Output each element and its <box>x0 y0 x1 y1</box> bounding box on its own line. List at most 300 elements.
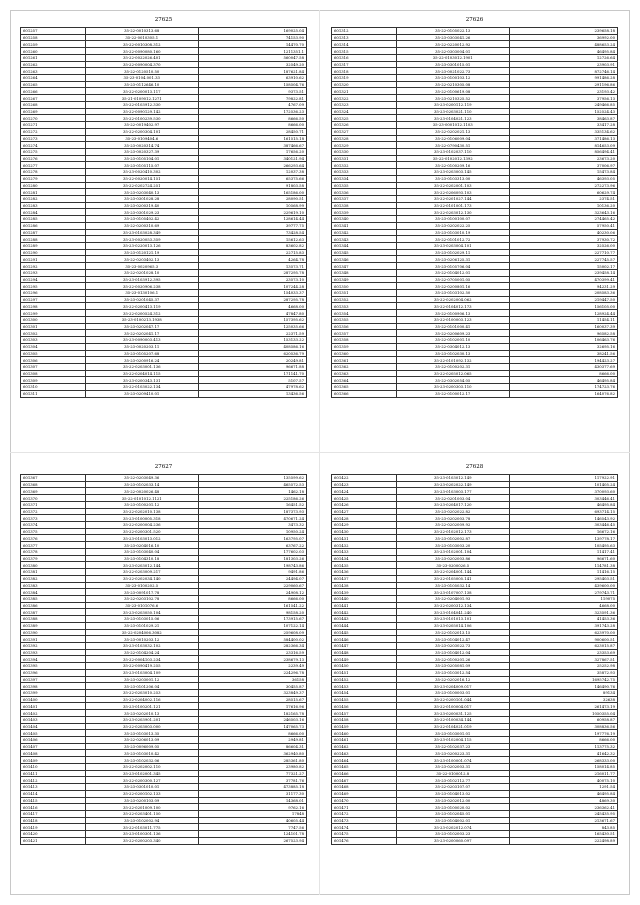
row-id-cell: 601258 <box>21 34 86 41</box>
parcel-code-cell: 35-23-0200103.09 <box>85 797 198 804</box>
parcel-code-cell: 35-23-0103313.00 <box>396 175 509 182</box>
row-id-cell: 601467 <box>332 777 397 784</box>
table-row <box>21 128 307 135</box>
amount-cell: 135599.62 <box>198 475 306 482</box>
row-id-cell: 601447 <box>332 642 397 649</box>
row-id-cell: 601474 <box>332 824 397 831</box>
row-id-cell: 601471 <box>332 804 397 811</box>
row-id-cell: 601375 <box>21 528 86 535</box>
parcel-code-cell: 35-22-0203010.253 <box>85 690 198 697</box>
row-id-cell: 601274 <box>21 142 86 149</box>
table-row <box>21 169 307 176</box>
table-row <box>332 229 618 236</box>
row-id-cell: 601415 <box>21 797 86 804</box>
parcel-code-cell: 35-22-0100619.08 <box>396 88 509 95</box>
table-row <box>21 236 307 243</box>
row-id-cell: 601352 <box>332 296 397 303</box>
table-row <box>21 310 307 317</box>
amount-cell: 285361.80 <box>198 757 306 764</box>
amount-cell: 362940.80 <box>198 750 306 757</box>
amount-cell: 163795.07 <box>198 535 306 542</box>
amount-cell: 146543.92 <box>509 515 617 522</box>
table-row <box>332 34 618 41</box>
row-id-cell: 601385 <box>21 595 86 602</box>
parcel-code-cell: 35-23-0102112.77 <box>396 777 509 784</box>
row-id-cell: 601457 <box>332 710 397 717</box>
table-row <box>21 61 307 68</box>
parcel-code-cell: 35-22-0200004.236 <box>85 522 198 529</box>
row-id-cell: 601289 <box>21 243 86 250</box>
table-row <box>21 555 307 562</box>
table-row <box>332 824 618 831</box>
row-id-cell: 601444 <box>332 622 397 629</box>
table-row <box>21 595 307 602</box>
parcel-code-cell: 35-22-0103912.330 <box>85 101 198 108</box>
row-id-cell: 601403 <box>21 716 86 723</box>
amount-cell: 31177.30 <box>198 790 306 797</box>
amount-cell: 77321.27 <box>198 770 306 777</box>
parcel-code-cell: 35-23-0203004.101 <box>396 243 509 250</box>
parcel-code-cell: 35-22-0202004.062 <box>396 296 509 303</box>
row-id-cell: 601272 <box>21 128 86 135</box>
parcel-code-cell: 35-22-0304012.13 <box>396 343 509 350</box>
table-row <box>332 589 618 596</box>
row-id-cell: 601379 <box>21 555 86 562</box>
row-id-cell: 601338 <box>332 202 397 209</box>
table-row <box>21 357 307 364</box>
table-row <box>332 548 618 555</box>
row-id-cell: 601380 <box>21 562 86 569</box>
parcel-code-cell: 35-22-0101001.173 <box>396 202 509 209</box>
table-row <box>332 370 618 377</box>
row-id-cell: 601381 <box>21 569 86 576</box>
row-id-cell: 601432 <box>332 542 397 549</box>
amount-cell: 32695.16 <box>509 343 617 350</box>
amount-cell: 14368.01 <box>198 797 306 804</box>
row-id-cell: 601351 <box>332 290 397 297</box>
table-row <box>332 555 618 562</box>
amount-cell: 16451.52 <box>198 501 306 508</box>
parcel-code-cell: 35-23-0103012.149 <box>396 475 509 482</box>
row-id-cell: 601257 <box>21 28 86 35</box>
amount-cell: 15612.63 <box>198 236 306 243</box>
row-id-cell: 601441 <box>332 602 397 609</box>
table-row <box>332 290 618 297</box>
parcel-code-cell: 35-22-0200203.340 <box>85 837 198 844</box>
row-id-cell: 601445 <box>332 629 397 636</box>
row-id-cell: 601295 <box>21 283 86 290</box>
parcel-code-cell: 35-22-0090419.255 <box>85 663 198 670</box>
parcel-code-cell: 35-23-0200916.24 <box>85 357 198 364</box>
amount-cell: 287295.78 <box>198 269 306 276</box>
table-row <box>21 108 307 115</box>
row-id-cell: 601466 <box>332 770 397 777</box>
row-id-cell: 601419 <box>21 824 86 831</box>
row-id-cell: 601259 <box>21 41 86 48</box>
row-id-cell: 601434 <box>332 555 397 562</box>
row-id-cell: 601298 <box>21 303 86 310</box>
data-table <box>20 27 307 398</box>
row-id-cell: 601278 <box>21 169 86 176</box>
parcel-code-cell: 35-22-0204001.93 <box>396 595 509 602</box>
parcel-code-cell: 35-23-0103010.42 <box>85 750 198 757</box>
amount-cell: 224296.78 <box>198 669 306 676</box>
row-id-cell: 601320 <box>332 81 397 88</box>
row-id-cell: 601296 <box>21 290 86 297</box>
row-id-cell: 601413 <box>21 784 86 791</box>
parcel-code-cell: 35-22-0102012.1392 <box>396 155 509 162</box>
table-row <box>21 189 307 196</box>
row-id-cell: 601356 <box>332 323 397 330</box>
row-id-cell: 601472 <box>332 810 397 817</box>
parcel-code-cell: 35-22-0204001.144 <box>396 569 509 576</box>
amount-cell: 158014.85 <box>509 763 617 770</box>
table-row <box>21 54 307 61</box>
amount-cell: 74153.90 <box>198 34 306 41</box>
table-row <box>21 249 307 256</box>
table-row <box>21 696 307 703</box>
amount-cell: 387466.67 <box>198 142 306 149</box>
table-row <box>332 501 618 508</box>
amount-cell: 10568.99 <box>198 202 306 209</box>
row-id-cell: 601458 <box>332 716 397 723</box>
row-id-cell: 601276 <box>21 155 86 162</box>
panel-title: 27628 <box>465 464 484 470</box>
table-row <box>21 162 307 169</box>
table-row <box>332 202 618 209</box>
amount-cell: 22371.59 <box>198 330 306 337</box>
row-id-cell: 601283 <box>21 202 86 209</box>
row-id-cell: 601391 <box>21 636 86 643</box>
table-row <box>332 763 618 770</box>
parcel-code-cell: 35-22-0100012.17 <box>396 390 509 397</box>
row-id-cell: 601406 <box>21 737 86 744</box>
row-id-cell: 601468 <box>332 784 397 791</box>
amount-cell: 177602.03 <box>198 548 306 555</box>
parcel-code-cell: 35-23-0103012.54 <box>396 669 509 676</box>
amount-cell: 35872.93 <box>509 669 617 676</box>
amount-cell: 79822.81 <box>198 95 306 102</box>
parcel-code-cell: 35-22-0202009.92 <box>396 522 509 529</box>
amount-cell: 57950.41 <box>509 222 617 229</box>
table-row <box>332 95 618 102</box>
row-id-cell: 601423 <box>332 481 397 488</box>
table-row <box>332 269 618 276</box>
parcel-code-cell: 35-23-0100301.136 <box>85 831 198 838</box>
parcel-code-cell: 35-22-0019402.97 <box>85 122 198 129</box>
amount-cell: 391743.28 <box>509 622 617 629</box>
table-row <box>332 115 618 122</box>
table-row <box>21 195 307 202</box>
row-id-cell: 601316 <box>332 54 397 61</box>
amount-cell: 41453.36 <box>509 616 617 623</box>
amount-cell: 208583.36 <box>509 290 617 297</box>
table-row <box>21 723 307 730</box>
row-id-cell: 601339 <box>332 209 397 216</box>
row-id-cell: 601398 <box>21 683 86 690</box>
data-table <box>20 474 307 845</box>
table-row <box>21 182 307 189</box>
parcel-code-cell: 35-23-0101029.21 <box>85 622 198 629</box>
parcel-code-cell: 35-23-0202003.78 <box>396 515 509 522</box>
row-id-cell: 601365 <box>332 384 397 391</box>
row-id-cell: 601420 <box>21 831 86 838</box>
amount-cell: 46495.84 <box>509 501 617 508</box>
table-row <box>332 81 618 88</box>
amount-cell: 8666.00 <box>198 595 306 602</box>
parcel-code-cell: 35-22-0200524.312 <box>85 310 198 317</box>
table-row <box>21 276 307 283</box>
table-row <box>332 710 618 717</box>
parcel-code-cell: 35-22-0100209.16 <box>396 162 509 169</box>
table-row <box>21 730 307 737</box>
row-id-cell: 601405 <box>21 730 86 737</box>
table-row <box>21 837 307 844</box>
row-id-cell: 601384 <box>21 589 86 596</box>
table-panel-27625 <box>20 17 307 398</box>
amount-cell: 94231.29 <box>509 283 617 290</box>
amount-cell: 1050355.04 <box>509 710 617 717</box>
parcel-code-cell: 35-22-0201009.100 <box>85 804 198 811</box>
parcel-code-cell: 35-23-0096009.05 <box>85 743 198 750</box>
amount-cell: 282366.34 <box>198 642 306 649</box>
amount-cell: 11417.41 <box>509 548 617 555</box>
parcel-code-cell: 35-22-0022026.401 <box>85 54 198 61</box>
table-row <box>332 357 618 364</box>
row-id-cell: 601342 <box>332 229 397 236</box>
parcel-code-cell: 35-22-0103022.134 <box>85 384 198 391</box>
row-id-cell: 601326 <box>332 122 397 129</box>
parcel-code-cell: 35-23-0303041.26 <box>396 34 509 41</box>
parcel-code-cell: 35-22-0206013.09 <box>85 737 198 744</box>
row-id-cell: 601367 <box>21 475 86 482</box>
parcel-code-cell: 35-22-0202041.17 <box>85 330 198 337</box>
amount-cell: 4668.00 <box>509 602 617 609</box>
row-id-cell: 601412 <box>21 777 86 784</box>
amount-cell: 39777.75 <box>198 222 306 229</box>
parcel-code-cell: 35-22-0200300.127 <box>85 777 198 784</box>
amount-cell: 32638 <box>509 696 617 703</box>
row-id-cell: 601448 <box>332 649 397 656</box>
amount-cell: 24908.12 <box>198 589 306 596</box>
parcel-code-cell: 35-23-0102003.23 <box>396 831 509 838</box>
table-row <box>21 743 307 750</box>
panel-title: 27627 <box>154 464 173 470</box>
amount-cell: 12037.38 <box>198 169 306 176</box>
amount-cell: 187621.84 <box>198 68 306 75</box>
row-id-cell: 601359 <box>332 343 397 350</box>
amount-cell: 28450.71 <box>198 128 306 135</box>
table-row <box>332 542 618 549</box>
parcel-code-cell: 35-22-0100004.017 <box>396 703 509 710</box>
row-id-cell: 601389 <box>21 622 86 629</box>
table-row <box>332 528 618 535</box>
table-row <box>332 384 618 391</box>
parcel-code-cell: 35-23-0105706.04 <box>396 263 509 270</box>
parcel-code-cell: 35-22-0203402.13 <box>85 256 198 263</box>
table-row <box>332 243 618 250</box>
amount-cell: 266293.64 <box>198 162 306 169</box>
row-id-cell: 601362 <box>332 363 397 370</box>
row-id-cell: 601329 <box>332 142 397 149</box>
amount-cell: 124101.78 <box>198 831 306 838</box>
parcel-code-cell: 35-22-0100201.26 <box>396 656 509 663</box>
table-row <box>21 495 307 502</box>
parcel-code-cell: 35-23-0112646.10 <box>85 81 198 88</box>
table-row <box>332 535 618 542</box>
table-row <box>332 784 618 791</box>
amount-cell: 216011.77 <box>509 770 617 777</box>
amount-cell: 96671.88 <box>198 363 306 370</box>
parcel-code-cell: 35-23-0104012.04 <box>396 649 509 656</box>
table-row <box>21 290 307 297</box>
parcel-code-cell: 35-23-0103015.06 <box>85 616 198 623</box>
row-id-cell: 601308 <box>21 370 86 377</box>
row-id-cell: 601319 <box>332 75 397 82</box>
amount-cell: 843.85 <box>509 824 617 831</box>
row-id-cell: 601333 <box>332 169 397 176</box>
amount-cell: 89134 <box>509 690 617 697</box>
row-id-cell: 601395 <box>21 663 86 670</box>
amount-cell: 4767.09 <box>198 101 306 108</box>
parcel-code-cell: 35-23-0301015.01 <box>396 61 509 68</box>
amount-cell: 5107.57 <box>198 377 306 384</box>
table-row <box>21 175 307 182</box>
table-row <box>21 770 307 777</box>
amount-cell: 10136.20 <box>509 202 617 209</box>
table-row <box>332 569 618 576</box>
table-row <box>21 810 307 817</box>
amount-cell: 20249.81 <box>198 357 306 364</box>
amount-cell: 430377.69 <box>509 363 617 370</box>
table-row <box>332 108 618 115</box>
parcel-code-cell: 35-22-0102012.173 <box>396 528 509 535</box>
amount-cell: 272273.96 <box>509 182 617 189</box>
row-id-cell: 601427 <box>332 508 397 515</box>
row-id-cell: 601277 <box>21 162 86 169</box>
row-id-cell: 601372 <box>21 508 86 515</box>
amount-cell: 164076.82 <box>509 390 617 397</box>
parcel-code-cell: 35-22-0104021.019 <box>396 723 509 730</box>
table-row <box>21 283 307 290</box>
table-row <box>332 622 618 629</box>
parcel-code-cell: 35-23-0001012.1103 <box>396 122 509 129</box>
table-row <box>21 303 307 310</box>
amount-cell: 139778.17 <box>509 535 617 542</box>
parcel-code-cell: 35-22-0010308.312 <box>85 41 198 48</box>
table-row <box>21 122 307 129</box>
parcel-code-cell: 35-23-0102033.14 <box>85 481 198 488</box>
parcel-code-cell: 35-23-0102029.11 <box>396 249 509 256</box>
table-row <box>332 642 618 649</box>
table-row <box>21 582 307 589</box>
amount-cell: 37781.76 <box>198 777 306 784</box>
table-row <box>332 649 618 656</box>
row-id-cell: 601325 <box>332 115 397 122</box>
row-id-cell: 601421 <box>21 837 86 844</box>
table-row <box>21 135 307 142</box>
row-id-cell: 601371 <box>21 501 86 508</box>
row-id-cell: 601345 <box>332 249 397 256</box>
row-id-cell: 601265 <box>21 81 86 88</box>
parcel-code-cell: 35-22-0206093.103 <box>396 189 509 196</box>
amount-cell: 229619.10 <box>198 209 306 216</box>
parcel-code-cell: 35-23-0104041.240 <box>396 609 509 616</box>
row-id-cell: 601462 <box>332 743 397 750</box>
parcel-code-cell: 35-23-0200026.5 <box>396 562 509 569</box>
amount-cell: 107122.14 <box>198 622 306 629</box>
table-row <box>21 296 307 303</box>
parcel-code-cell: 35-23-0200223.31 <box>396 750 509 757</box>
row-id-cell: 601343 <box>332 236 397 243</box>
amount-cell: 182165.78 <box>198 710 306 717</box>
amount-cell: 161515.18 <box>198 135 306 142</box>
table-row <box>21 115 307 122</box>
parcel-code-cell: 35-23-0204009.017 <box>396 683 509 690</box>
row-id-cell: 601271 <box>21 122 86 129</box>
row-id-cell: 601429 <box>332 522 397 529</box>
row-id-cell: 601369 <box>21 488 86 495</box>
row-id-cell: 601357 <box>332 330 397 337</box>
amount-cell: 8666.00 <box>198 122 306 129</box>
row-id-cell: 601401 <box>21 703 86 710</box>
parcel-code-cell: 35-23-0021022.73 <box>396 68 509 75</box>
row-id-cell: 601346 <box>332 256 397 263</box>
parcel-code-cell: 35-22-0205012.065 <box>396 370 509 377</box>
parcel-code-cell: 35-22-0200102.133 <box>85 790 198 797</box>
amount-cell: 213671.67 <box>509 817 617 824</box>
table-row <box>332 75 618 82</box>
parcel-code-cell: 35-23-0102030.13 <box>396 350 509 357</box>
table-row <box>332 343 618 350</box>
amount-cell: 128924.44 <box>509 310 617 317</box>
parcel-code-cell: 35-22-0004103.234 <box>85 656 198 663</box>
row-id-cell: 601341 <box>332 222 397 229</box>
table-row <box>21 501 307 508</box>
amount-cell: 222498.89 <box>509 837 617 844</box>
row-id-cell: 601360 <box>332 350 397 357</box>
table-row <box>332 337 618 344</box>
parcel-code-cell: 35-22-0103012.1901 <box>396 54 509 61</box>
parcel-code-cell: 35-22-0106009.04 <box>396 135 509 142</box>
amount-cell: 229060.67 <box>198 582 306 589</box>
amount-cell: 46393.05 <box>509 175 617 182</box>
table-row <box>21 243 307 250</box>
parcel-code-cell: 35-23-0103102.50 <box>396 290 509 297</box>
row-id-cell: 601322 <box>332 95 397 102</box>
amount-cell: 194423.27 <box>509 357 617 364</box>
amount-cell: 198743.86 <box>198 562 306 569</box>
table-row <box>332 616 618 623</box>
row-id-cell: 601350 <box>332 283 397 290</box>
amount-cell: 11454.11 <box>509 316 617 323</box>
row-id-cell: 601435 <box>332 562 397 569</box>
table-row <box>332 189 618 196</box>
parcel-code-cell: 35-23-0100103.12 <box>396 75 509 82</box>
table-row <box>21 48 307 55</box>
row-id-cell: 601473 <box>332 817 397 824</box>
parcel-code-cell: 35-22-0200609.23 <box>396 330 509 337</box>
table-row <box>21 609 307 616</box>
parcel-code-cell: 35-23-0103001.01 <box>396 730 509 737</box>
table-row <box>21 824 307 831</box>
table-row <box>21 542 307 549</box>
amount-cell: 15473.84 <box>509 169 617 176</box>
parcel-code-cell: 35-22-0100202.31 <box>396 363 509 370</box>
table-row <box>21 101 307 108</box>
amount-cell: 165430.51 <box>509 831 617 838</box>
amount-cell: 287295.78 <box>198 296 306 303</box>
